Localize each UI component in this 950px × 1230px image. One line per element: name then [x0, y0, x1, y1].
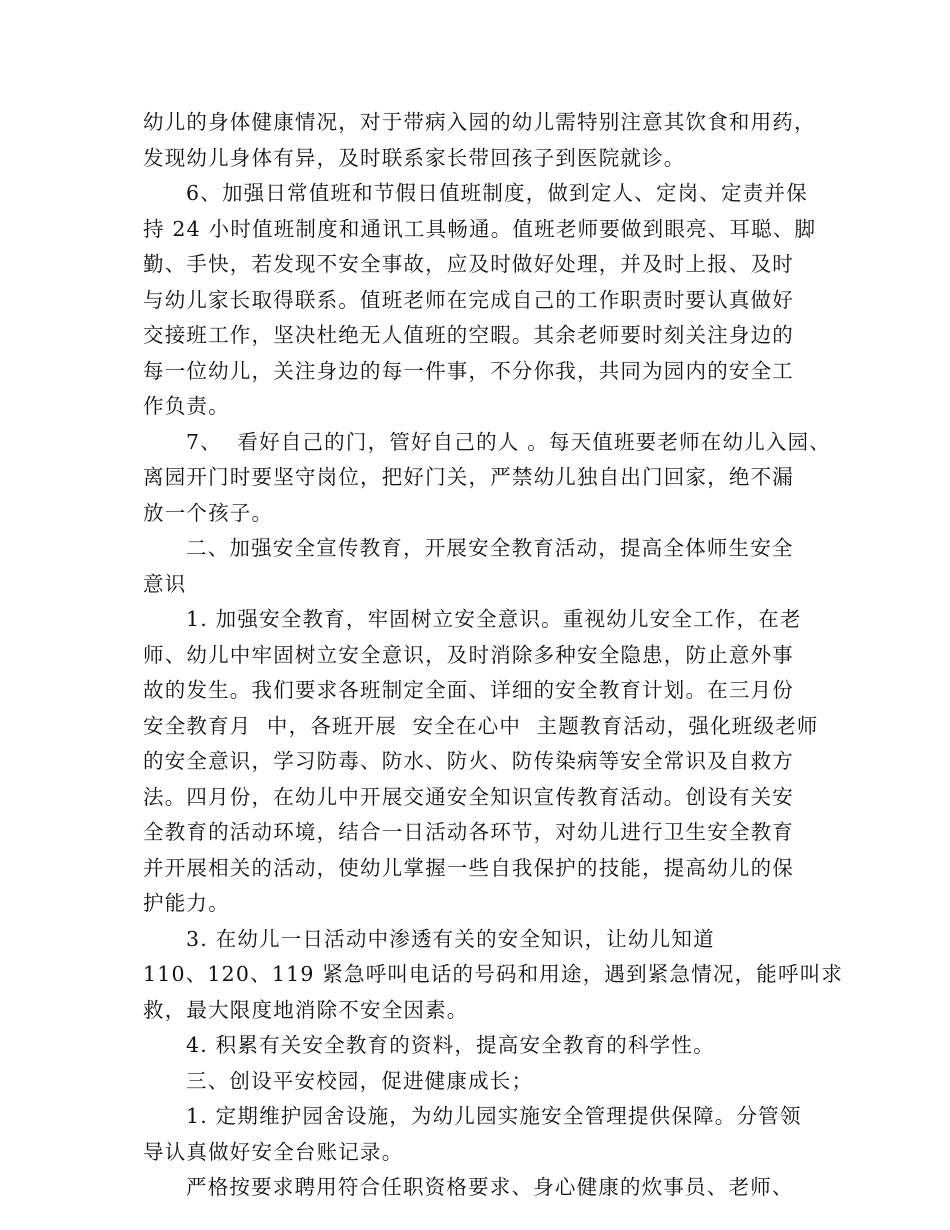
document-body: [143, 105, 844, 1206]
text-line: 4. 积累有关安全教育的资料，提高安全教育的科学性。: [186, 1033, 715, 1057]
text-line: 3. 在幼儿一日活动中渗透有关的安全知识，让幼儿知道: [186, 926, 715, 951]
text-line: 勤、手快，若发现不安全事故，应及时做好处理，并及时上报、及时: [143, 252, 794, 276]
text-line: 并开展相关的活动，使幼儿掌握一些自我保护的技能，提高幼儿的保: [143, 855, 794, 880]
text-line: 导认真做好安全台账记录。: [143, 1139, 404, 1164]
text-line: 严格按要求聘用符合任职资格要求、身心健康的炊事员、老师、: [186, 1175, 794, 1199]
text-line: 的安全意识，学习防毒、防水、防火、防传染病等安全常识及自救方: [143, 749, 794, 773]
text-line: 1. 加强安全教育，牢固树立安全意识。重视幼儿安全工作，在老: [186, 607, 802, 631]
section-heading: 二、加强安全宣传教育，开展安全教育活动，提高全体师生安全: [186, 536, 794, 560]
text-line: 幼儿的身体健康情况，对于带病入园的幼儿需特别注意其饮食和用药，: [143, 110, 816, 134]
text-line: 与幼儿家长取得联系。值班老师在完成自己的工作职责时要认真做好: [143, 287, 794, 312]
section-heading: 三、创设平安校园，促进健康成长；: [186, 1068, 534, 1093]
text-line: 师、幼儿中牢固树立安全意识，及时消除多种安全隐患，防止意外事: [143, 642, 794, 667]
text-line: 救，最大限度地消除不安全因素。: [143, 997, 469, 1022]
text-line: 安全教育月 中，各班开展 安全在心中 主题教育活动，强化班级老师: [143, 713, 819, 738]
text-line: 离园开门时要坚守岗位，把好门关，严禁幼儿独自出门回家，绝不漏: [143, 465, 794, 489]
text-line: 全教育的活动环境，结合一日活动各环节，对幼儿进行卫生安全教育: [143, 820, 794, 844]
text-line: 持 24 小时值班制度和通讯工具畅通。值班老师要做到眼亮、耳聪、脚: [143, 216, 817, 241]
text-line: 法。四月份，在幼儿中开展交通安全知识宣传教育活动。创设有关安: [143, 784, 794, 809]
text-line: 110、120、119 紧急呼叫电话的号码和用途，遇到紧急情况，能呼叫求: [143, 962, 844, 986]
section-heading-continued: 意识: [143, 571, 187, 596]
text-line: 7、 看好自己的门，管好自己的人 。每天值班要老师在幼儿入园、: [186, 429, 831, 454]
text-line: 每一位幼儿，关注身边的每一件事，不分你我，共同为园内的安全工: [143, 358, 794, 383]
text-line: 故的发生。我们要求各班制定全面、详细的安全教育计划。在三月份: [143, 678, 794, 702]
text-line: 交接班工作，坚决杜绝无人值班的空暇。其余老师要时刻关注身边的: [143, 323, 794, 347]
text-line: 放一个孩子。: [143, 500, 274, 525]
text-line: 作负责。: [143, 394, 230, 418]
text-line: 1. 定期维护园舍设施，为幼儿园实施安全管理提供保障。分管领: [186, 1104, 802, 1128]
text-line: 发现幼儿身体有异，及时联系家长带回孩子到医院就诊。: [143, 145, 686, 170]
text-line: 护能力。: [143, 891, 230, 915]
text-line: 6、加强日常值班和节假日值班制度，做到定人、定岗、定责并保: [186, 181, 808, 205]
